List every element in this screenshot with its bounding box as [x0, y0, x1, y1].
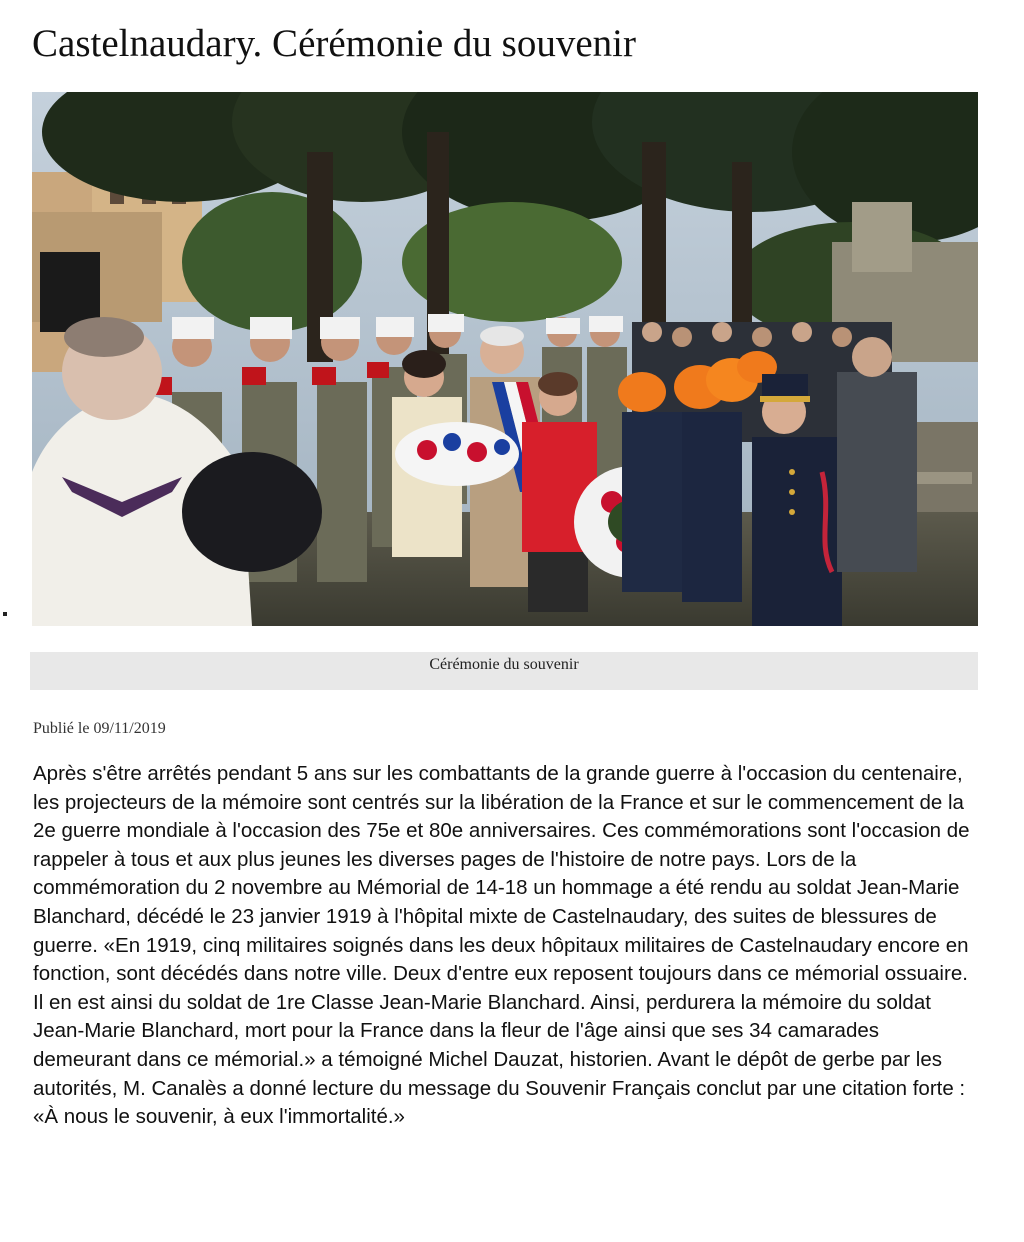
photo-caption: Cérémonie du souvenir [30, 652, 978, 690]
list-bullet [3, 612, 7, 616]
ceremony-photo-illustration [32, 92, 978, 626]
man-grey [837, 337, 917, 572]
publish-date: Publié le 09/11/2019 [33, 720, 166, 737]
article-body: Après s'être arrêtés pendant 5 ans sur les combattants de la grande guerre à l'occasion du centenaire, les projecteurs de la mémoire sont centrés sur la libération de la France et sur le commencement de la 2e guerre mondiale à l'occasion des 75e et 80e anniversaires. Ces commémorations sont l'occasion de rappeler à tous et aux plus jeunes les diverses pages de l'histoire de notre pays. Lors de la commémoration du 2 novembre au Mémorial de 14-18 un hommage a été rendu au soldat Jean-Marie Blanchard, décédé le 23 janvier 1919 à l'hôpital mixte de Castelnaudary, des suites de blessures de guerre. «En 1919, cinq militaires soignés dans les deux hôpitaux militaires de Castelnaudary encore en fonction, sont décédés dans notre ville. Deux d'entre eux reposent toujours dans ce mémorial ossuaire. Il en est ainsi du soldat de 1re Classe Jean-Marie Blanchard. Ainsi, perdurera la mémoire du soldat Jean-Marie Blanchard, mort pour la France dans la fleur de l'âge ainsi que ses 34 camarades demeurant dans ce mémorial.» a témoigné Michel Dauzat, historien. Avant le dépôt de gerbe par les autorités, M. Canalès a donné lecture du message du Souvenir Français conclut par une citation forte : «À nous le souvenir, à eux l'immortalité.» [33, 762, 970, 1129]
article-photo [32, 92, 978, 626]
article-title: Castelnaudary. Cérémonie du souvenir [32, 22, 636, 65]
